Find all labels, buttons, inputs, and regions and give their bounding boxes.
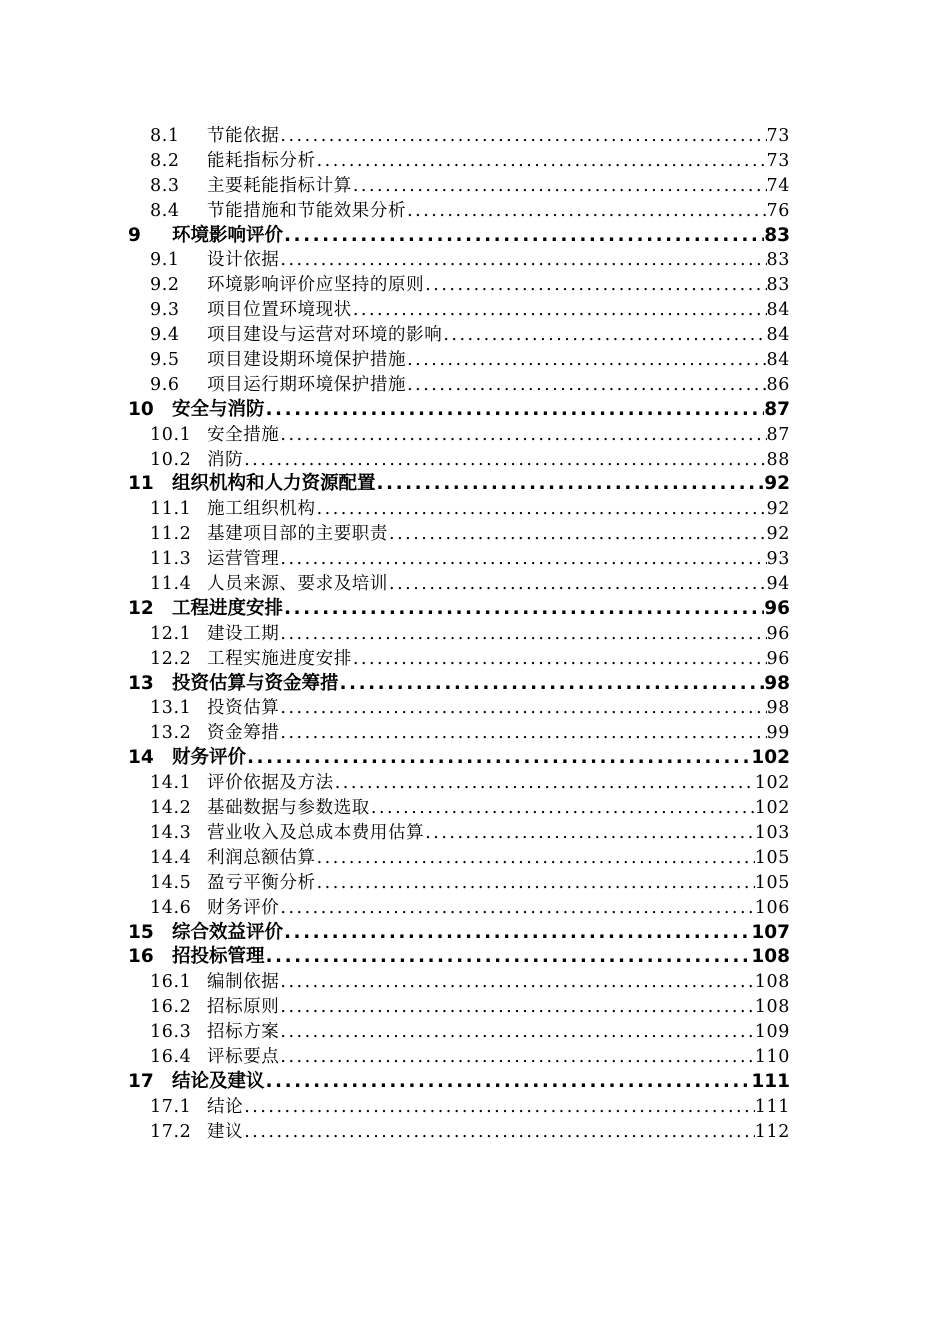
toc-entry-page-number: 92 xyxy=(766,499,790,520)
toc-entry-page-number: 86 xyxy=(766,374,790,395)
toc-entry-number: 12.1 xyxy=(150,623,192,644)
toc-chapter-entry[interactable] xyxy=(128,945,790,970)
toc-entry-title: 结论 xyxy=(207,1096,244,1117)
toc-entry-number: 14.3 xyxy=(150,822,192,843)
toc-chapter-entry[interactable] xyxy=(128,1070,790,1095)
toc-entry-page-number: 88 xyxy=(766,449,790,470)
toc-entry-title: 主要耗能指标计算 xyxy=(207,175,352,196)
toc-entry-number: 9.1 xyxy=(150,250,180,271)
toc-section-entry[interactable] xyxy=(128,896,790,921)
toc-dot-leader xyxy=(376,472,765,497)
toc-entry-page-number: 102 xyxy=(754,773,790,794)
toc-entry-page-number: 92 xyxy=(764,473,790,495)
toc-entry-page-number: 107 xyxy=(751,921,790,943)
toc-dot-leader xyxy=(339,672,765,697)
toc-dot-leader xyxy=(279,896,754,921)
toc-entry-title: 工程进度安排 xyxy=(172,597,284,619)
toc-entry-title: 工程实施进度安排 xyxy=(207,648,352,669)
toc-entry-title: 结论及建议 xyxy=(172,1070,265,1092)
toc-entry-title: 节能措施和节能效果分析 xyxy=(207,200,407,221)
toc-entry-title: 项目位置环境现状 xyxy=(207,300,352,321)
toc-entry-title: 安全措施 xyxy=(207,424,280,445)
toc-entry-number: 13.2 xyxy=(150,723,192,744)
toc-section-entry[interactable] xyxy=(128,622,790,647)
toc-chapter-entry[interactable] xyxy=(128,597,790,622)
toc-entry-page-number: 105 xyxy=(754,872,790,893)
toc-entry-number: 12.2 xyxy=(150,648,192,669)
toc-entry-title: 建设工期 xyxy=(207,623,280,644)
toc-entry-page-number: 94 xyxy=(766,574,790,595)
toc-entry-number: 8.1 xyxy=(150,126,180,146)
toc-dot-leader xyxy=(388,572,767,597)
toc-dot-leader xyxy=(279,547,766,572)
toc-dot-leader xyxy=(243,448,766,473)
toc-section-entry[interactable] xyxy=(128,348,790,373)
toc-entry-number: 11.2 xyxy=(150,524,192,545)
toc-entry-page-number: 92 xyxy=(766,524,790,545)
toc-section-entry[interactable] xyxy=(128,522,790,547)
toc-entry-title: 施工组织机构 xyxy=(207,499,316,520)
toc-chapter-entry[interactable] xyxy=(128,921,790,946)
table-of-contents xyxy=(128,124,790,1145)
toc-entry-number: 13 xyxy=(128,672,154,694)
toc-entry-number: 17.2 xyxy=(150,1121,192,1142)
toc-dot-leader xyxy=(406,348,766,373)
toc-entry-number: 10 xyxy=(128,398,154,420)
toc-entry-number: 11.3 xyxy=(150,549,192,570)
toc-section-entry[interactable] xyxy=(128,373,790,398)
toc-dot-leader xyxy=(279,1045,754,1070)
toc-entry-title: 招投标管理 xyxy=(172,946,265,968)
toc-entry-title: 基础数据与参数选取 xyxy=(207,798,370,819)
toc-dot-leader xyxy=(265,945,752,970)
toc-entry-page-number: 96 xyxy=(766,623,790,644)
toc-entry-number: 14 xyxy=(128,747,154,769)
toc-entry-number: 9 xyxy=(128,224,141,246)
toc-entry-title: 招标原则 xyxy=(207,997,280,1018)
toc-entry-number: 10.1 xyxy=(150,424,192,445)
toc-dot-leader xyxy=(279,696,766,721)
toc-entry-number: 9.3 xyxy=(150,300,180,321)
toc-section-entry[interactable] xyxy=(128,970,790,995)
toc-dot-leader xyxy=(279,721,766,746)
toc-dot-leader xyxy=(283,224,764,249)
toc-entry-page-number: 73 xyxy=(766,150,790,171)
toc-section-entry[interactable] xyxy=(128,1120,790,1145)
toc-dot-leader xyxy=(279,248,766,273)
toc-entry-number: 14.2 xyxy=(150,798,192,819)
toc-section-entry[interactable] xyxy=(128,248,790,273)
toc-entry-page-number: 109 xyxy=(754,1022,790,1043)
toc-section-entry[interactable] xyxy=(128,846,790,871)
toc-entry-page-number: 84 xyxy=(766,325,790,346)
toc-entry-number: 11.1 xyxy=(150,499,192,520)
toc-dot-leader xyxy=(279,622,766,647)
toc-entry-number: 9.6 xyxy=(150,374,180,395)
toc-entry-title: 设计依据 xyxy=(207,250,280,271)
toc-entry-page-number: 108 xyxy=(754,997,790,1018)
toc-dot-leader xyxy=(352,298,767,323)
toc-section-entry[interactable] xyxy=(128,497,790,522)
toc-entry-number: 8.3 xyxy=(150,175,180,196)
toc-entry-title: 环境影响评价 xyxy=(172,224,284,246)
toc-entry-title: 盈亏平衡分析 xyxy=(207,872,316,893)
toc-section-entry[interactable] xyxy=(128,821,790,846)
toc-entry-number: 8.2 xyxy=(150,150,180,171)
toc-dot-leader xyxy=(352,174,767,199)
toc-entry-page-number: 96 xyxy=(766,648,790,669)
toc-section-entry[interactable] xyxy=(128,273,790,298)
toc-entry-title: 环境影响评价应坚持的原则 xyxy=(207,275,425,296)
toc-entry-number: 17 xyxy=(128,1070,154,1092)
toc-entry-page-number: 111 xyxy=(751,1070,790,1092)
toc-section-entry[interactable] xyxy=(128,995,790,1020)
toc-section-entry[interactable] xyxy=(128,423,790,448)
toc-entry-number: 16.3 xyxy=(150,1022,192,1043)
toc-entry-title: 编制依据 xyxy=(207,972,280,993)
toc-section-entry[interactable] xyxy=(128,1045,790,1070)
toc-entry-page-number: 102 xyxy=(751,747,790,769)
toc-dot-leader xyxy=(316,149,767,174)
toc-section-entry[interactable] xyxy=(128,1095,790,1120)
toc-dot-leader xyxy=(279,124,766,149)
toc-section-entry[interactable] xyxy=(128,124,790,149)
toc-entry-page-number: 103 xyxy=(754,822,790,843)
toc-entry-page-number: 105 xyxy=(754,847,790,868)
toc-entry-title: 节能依据 xyxy=(207,126,280,146)
toc-section-entry[interactable] xyxy=(128,871,790,896)
toc-entry-page-number: 108 xyxy=(754,972,790,993)
toc-section-entry[interactable] xyxy=(128,298,790,323)
toc-entry-page-number: 83 xyxy=(766,250,790,271)
toc-entry-title: 建议 xyxy=(207,1121,244,1142)
toc-entry-title: 项目建设与运营对环境的影响 xyxy=(207,325,443,346)
toc-entry-number: 15 xyxy=(128,921,154,943)
toc-entry-title: 招标方案 xyxy=(207,1022,280,1043)
toc-entry-number: 14.4 xyxy=(150,847,192,868)
toc-entry-number: 11.4 xyxy=(150,574,192,595)
toc-entry-number: 9.5 xyxy=(150,350,180,371)
toc-dot-leader xyxy=(388,522,767,547)
toc-section-entry[interactable] xyxy=(128,547,790,572)
toc-entry-number: 16.1 xyxy=(150,972,192,993)
toc-entry-number: 16.2 xyxy=(150,997,192,1018)
toc-section-entry[interactable] xyxy=(128,174,790,199)
toc-section-entry[interactable] xyxy=(128,1020,790,1045)
toc-entry-page-number: 87 xyxy=(766,424,790,445)
toc-dot-leader xyxy=(424,821,755,846)
toc-entry-number: 11 xyxy=(128,473,154,495)
toc-entry-page-number: 108 xyxy=(751,946,790,968)
toc-dot-leader xyxy=(279,1020,754,1045)
toc-entry-number: 16 xyxy=(128,946,154,968)
toc-dot-leader xyxy=(370,796,755,821)
toc-entry-title: 财务评价 xyxy=(207,897,280,918)
toc-entry-number: 14.6 xyxy=(150,897,192,918)
toc-entry-number: 16.4 xyxy=(150,1046,192,1067)
toc-dot-leader xyxy=(316,846,755,871)
toc-entry-title: 组织机构和人力资源配置 xyxy=(172,473,376,495)
toc-entry-title: 投资估算与资金筹措 xyxy=(172,672,339,694)
toc-entry-page-number: 110 xyxy=(754,1046,790,1067)
toc-entry-title: 安全与消防 xyxy=(172,398,265,420)
toc-chapter-entry[interactable] xyxy=(128,472,790,497)
toc-section-entry[interactable] xyxy=(128,696,790,721)
toc-entry-page-number: 83 xyxy=(766,275,790,296)
toc-dot-leader xyxy=(279,970,754,995)
toc-section-entry[interactable] xyxy=(128,448,790,473)
toc-dot-leader xyxy=(279,995,754,1020)
toc-entry-number: 17.1 xyxy=(150,1096,192,1117)
toc-entry-title: 评价依据及方法 xyxy=(207,773,334,794)
toc-entry-number: 9.2 xyxy=(150,275,180,296)
toc-entry-page-number: 111 xyxy=(754,1096,790,1117)
toc-dot-leader xyxy=(246,746,751,771)
toc-entry-title: 运营管理 xyxy=(207,549,280,570)
toc-entry-title: 人员来源、要求及培训 xyxy=(207,574,388,595)
toc-dot-leader xyxy=(334,771,755,796)
toc-dot-leader xyxy=(424,273,766,298)
toc-entry-number: 10.2 xyxy=(150,449,192,470)
toc-entry-number: 14.1 xyxy=(150,773,192,794)
toc-entry-number: 8.4 xyxy=(150,200,180,221)
toc-chapter-entry[interactable] xyxy=(128,224,790,249)
toc-entry-title: 项目运行期环境保护措施 xyxy=(207,374,407,395)
toc-entry-page-number: 84 xyxy=(766,350,790,371)
toc-entry-title: 能耗指标分析 xyxy=(207,150,316,171)
toc-entry-title: 营业收入及总成本费用估算 xyxy=(207,822,425,843)
toc-entry-page-number: 76 xyxy=(766,200,790,221)
toc-dot-leader xyxy=(265,398,765,423)
toc-chapter-entry[interactable] xyxy=(128,746,790,771)
toc-entry-page-number: 98 xyxy=(764,672,790,694)
toc-dot-leader xyxy=(279,423,766,448)
toc-dot-leader xyxy=(442,323,766,348)
toc-dot-leader xyxy=(243,1095,755,1120)
toc-entry-number: 14.5 xyxy=(150,872,192,893)
toc-entry-number: 9.4 xyxy=(150,325,180,346)
toc-entry-page-number: 96 xyxy=(764,597,790,619)
toc-entry-page-number: 102 xyxy=(754,798,790,819)
toc-entry-page-number: 84 xyxy=(766,300,790,321)
toc-entry-page-number: 106 xyxy=(754,897,790,918)
toc-entry-page-number: 99 xyxy=(766,723,790,744)
toc-dot-leader xyxy=(316,871,755,896)
toc-section-entry[interactable] xyxy=(128,647,790,672)
toc-entry-page-number: 73 xyxy=(766,126,790,146)
toc-entry-title: 项目建设期环境保护措施 xyxy=(207,350,407,371)
toc-entry-number: 13.1 xyxy=(150,698,192,719)
toc-section-entry[interactable] xyxy=(128,572,790,597)
toc-entry-page-number: 93 xyxy=(766,549,790,570)
toc-section-entry[interactable] xyxy=(128,796,790,821)
toc-section-entry[interactable] xyxy=(128,199,790,224)
toc-entry-title: 利润总额估算 xyxy=(207,847,316,868)
toc-section-entry[interactable] xyxy=(128,721,790,746)
toc-chapter-entry[interactable] xyxy=(128,398,790,423)
toc-entry-title: 消防 xyxy=(207,449,244,470)
toc-entry-title: 综合效益评价 xyxy=(172,921,284,943)
toc-entry-page-number: 74 xyxy=(766,175,790,196)
toc-chapter-entry[interactable] xyxy=(128,672,790,697)
toc-entry-number: 12 xyxy=(128,597,154,619)
toc-dot-leader xyxy=(265,1070,752,1095)
toc-dot-leader xyxy=(316,497,767,522)
toc-entry-title: 评标要点 xyxy=(207,1046,280,1067)
toc-dot-leader xyxy=(406,199,766,224)
toc-dot-leader xyxy=(243,1120,755,1145)
toc-entry-title: 财务评价 xyxy=(172,747,247,769)
toc-entry-page-number: 87 xyxy=(764,398,790,420)
toc-section-entry[interactable] xyxy=(128,771,790,796)
toc-section-entry[interactable] xyxy=(128,149,790,174)
toc-dot-leader xyxy=(352,647,767,672)
toc-entry-title: 资金筹措 xyxy=(207,723,280,744)
toc-entry-title: 基建项目部的主要职责 xyxy=(207,524,388,545)
toc-entry-page-number: 112 xyxy=(754,1121,790,1142)
toc-dot-leader xyxy=(283,597,764,622)
toc-dot-leader xyxy=(283,921,751,946)
toc-dot-leader xyxy=(406,373,766,398)
toc-entry-page-number: 83 xyxy=(764,224,790,246)
toc-section-entry[interactable] xyxy=(128,323,790,348)
toc-entry-page-number: 98 xyxy=(766,698,790,719)
toc-entry-title: 投资估算 xyxy=(207,698,280,719)
